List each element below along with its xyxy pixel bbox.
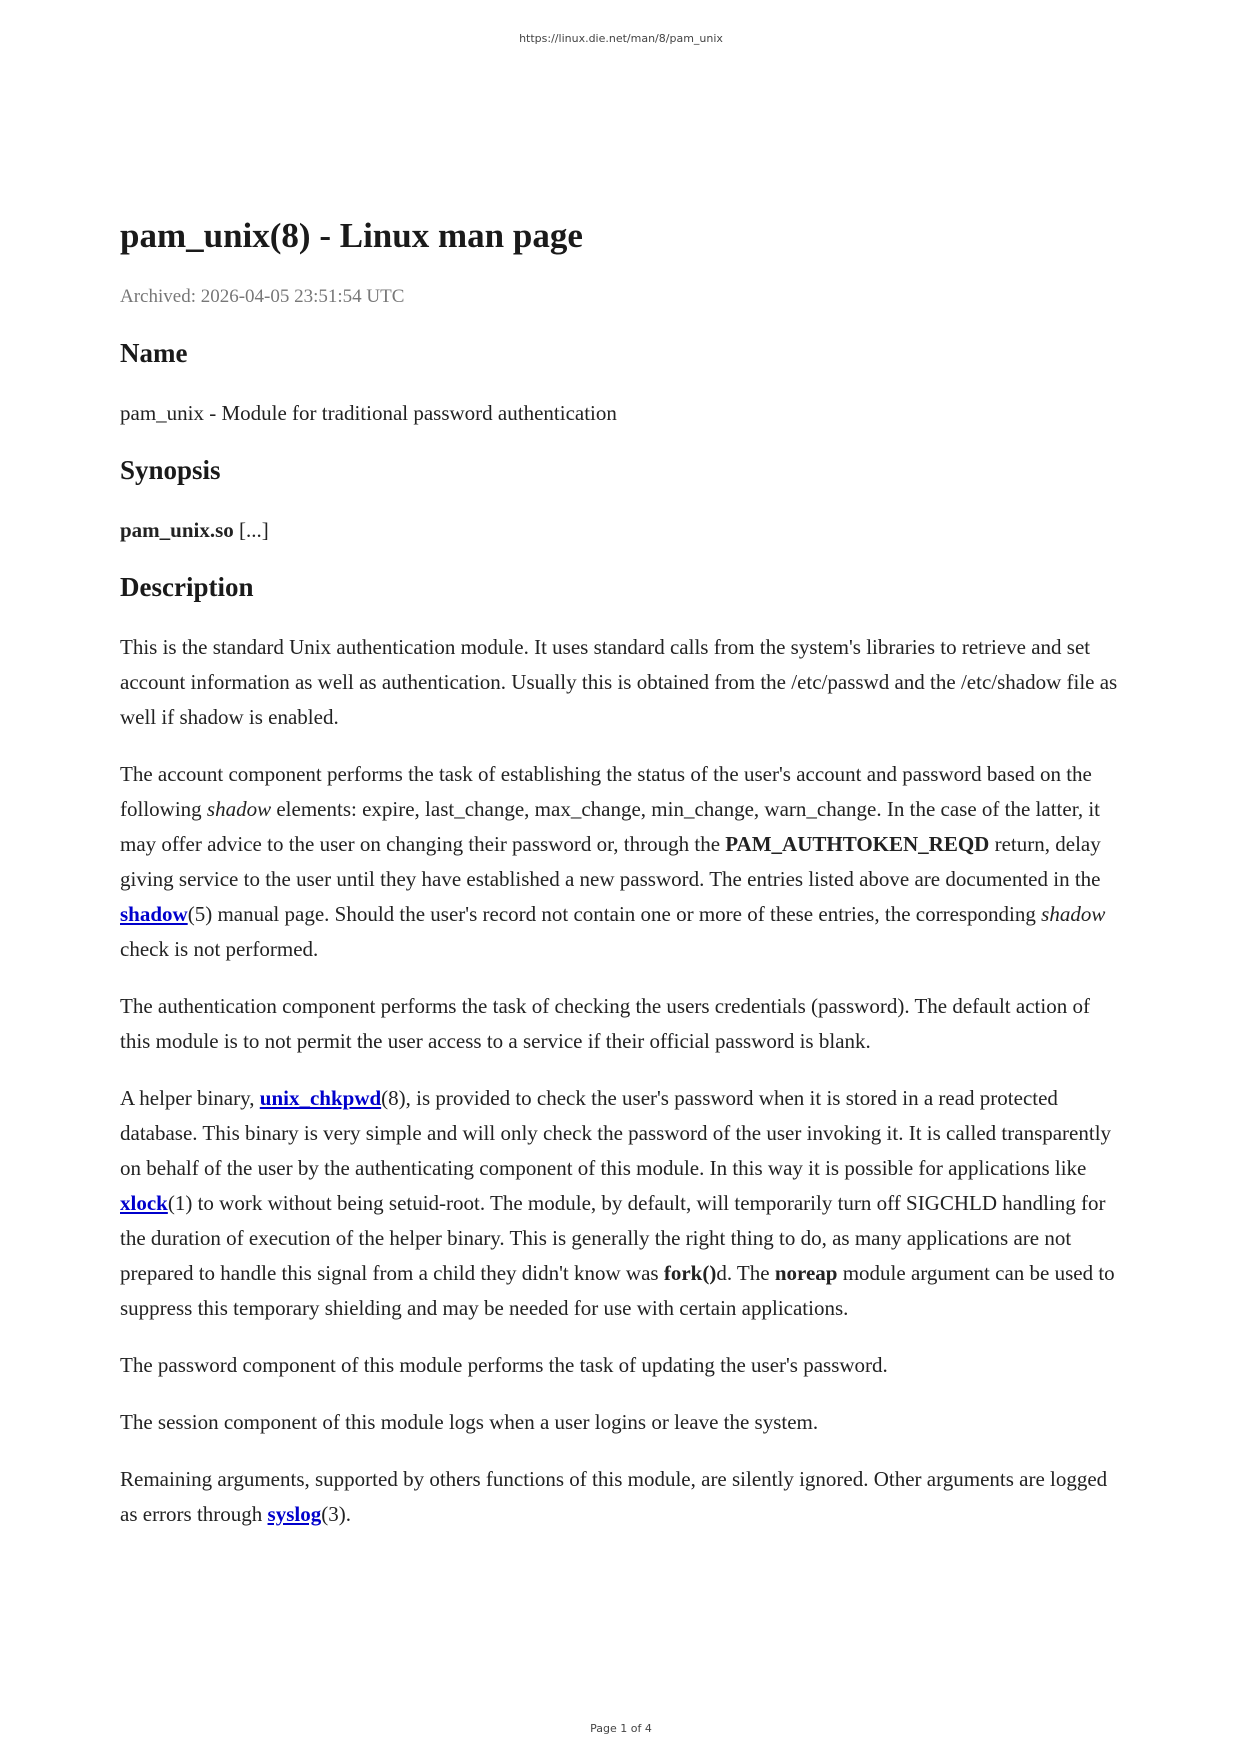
link-xlock[interactable]: xlock bbox=[120, 1191, 168, 1215]
text: return, delay giving service to the user until they have established a new password. The entries listed above are documented in the bbox=[120, 832, 1101, 891]
section-heading-name: Name bbox=[120, 338, 188, 368]
description-paragraph-2 bbox=[120, 757, 1124, 967]
page-number-footer: Page 1 of 4 bbox=[590, 1722, 652, 1735]
text: (5) manual page. Should the user's record not contain one or more of these entries, the corresponding bbox=[187, 902, 1042, 926]
function-name: fork() bbox=[663, 1261, 717, 1285]
page-url-header: https://linux.die.net/man/8/pam_unix bbox=[519, 32, 723, 45]
argument-name: noreap bbox=[774, 1261, 838, 1285]
text: d. The bbox=[716, 1261, 775, 1285]
constant-name: PAM_AUTHTOKEN_REQD bbox=[725, 832, 990, 856]
man-page-content bbox=[120, 214, 1124, 1554]
name-text: pam_unix - Module for traditional password authentication bbox=[120, 401, 617, 425]
section-heading-synopsis: Synopsis bbox=[120, 455, 221, 485]
section-heading-description: Description bbox=[120, 572, 254, 602]
description-paragraph-1: This is the standard Unix authentication module. It uses standard calls from the system's libraries to retrieve and set account information as well as authentication. Usually this is obtained from the /etc/passwd and the /etc/shadow file as well if shadow is enabled. bbox=[120, 635, 1118, 729]
archived-timestamp: Archived: 2026-04-05 23:51:54 UTC bbox=[120, 286, 405, 307]
link-shadow[interactable]: shadow bbox=[120, 902, 188, 926]
text: Remaining arguments, supported by others functions of this module, are silently ignored. Other arguments are logged as errors through bbox=[120, 1467, 1108, 1526]
description-paragraph-7 bbox=[120, 1462, 1124, 1532]
synopsis-text bbox=[120, 513, 1124, 548]
text: (1) to work without being setuid-root. The module, by default, will temporarily turn off SIGCHLD handling for the duration of execution of the helper binary. This is generally the right thing to do, as many applications are not prepared to handle this signal from a child they didn't know was bbox=[120, 1191, 1106, 1285]
text: A helper binary, bbox=[120, 1086, 260, 1110]
description-paragraph-3: The authentication component performs the task of checking the users credentials (password). The default action of this module is to not permit the user access to a service if their official password is blank. bbox=[120, 994, 1090, 1053]
text: check is not performed. bbox=[120, 937, 319, 961]
text: elements: expire, last_change, max_change, min_change, warn_change. In the case of the latter, it may offer advice to the user on changing their password or, through the bbox=[120, 797, 1101, 856]
description-paragraph-6: The session component of this module logs when a user logins or leave the system. bbox=[120, 1410, 819, 1434]
text: (8), is provided to check the user's password when it is stored in a read protected database. This binary is very simple and will only check the password of the user invoking it. It is called transparently on behalf of the user by the authenticating component of this module. In this way it is possible for applications like bbox=[120, 1086, 1112, 1180]
synopsis-args: [...] bbox=[233, 518, 269, 542]
link-unix-chkpwd[interactable]: unix_chkpwd bbox=[259, 1086, 382, 1110]
link-syslog[interactable]: syslog bbox=[267, 1502, 322, 1526]
text: The account component performs the task of establishing the status of the user's account and password based on the following bbox=[120, 762, 1092, 821]
text: module argument can be used to suppress this temporary shielding and may be needed for use with certain applications. bbox=[120, 1261, 1115, 1320]
description-paragraph-5: The password component of this module performs the task of updating the user's password. bbox=[120, 1353, 888, 1377]
text: (3). bbox=[321, 1502, 351, 1526]
emphasis: shadow bbox=[206, 797, 272, 821]
emphasis: shadow bbox=[1041, 902, 1106, 926]
synopsis-command: pam_unix.so bbox=[120, 518, 234, 542]
page-title: pam_unix(8) - Linux man page bbox=[120, 216, 583, 255]
description-paragraph-4 bbox=[120, 1081, 1124, 1326]
